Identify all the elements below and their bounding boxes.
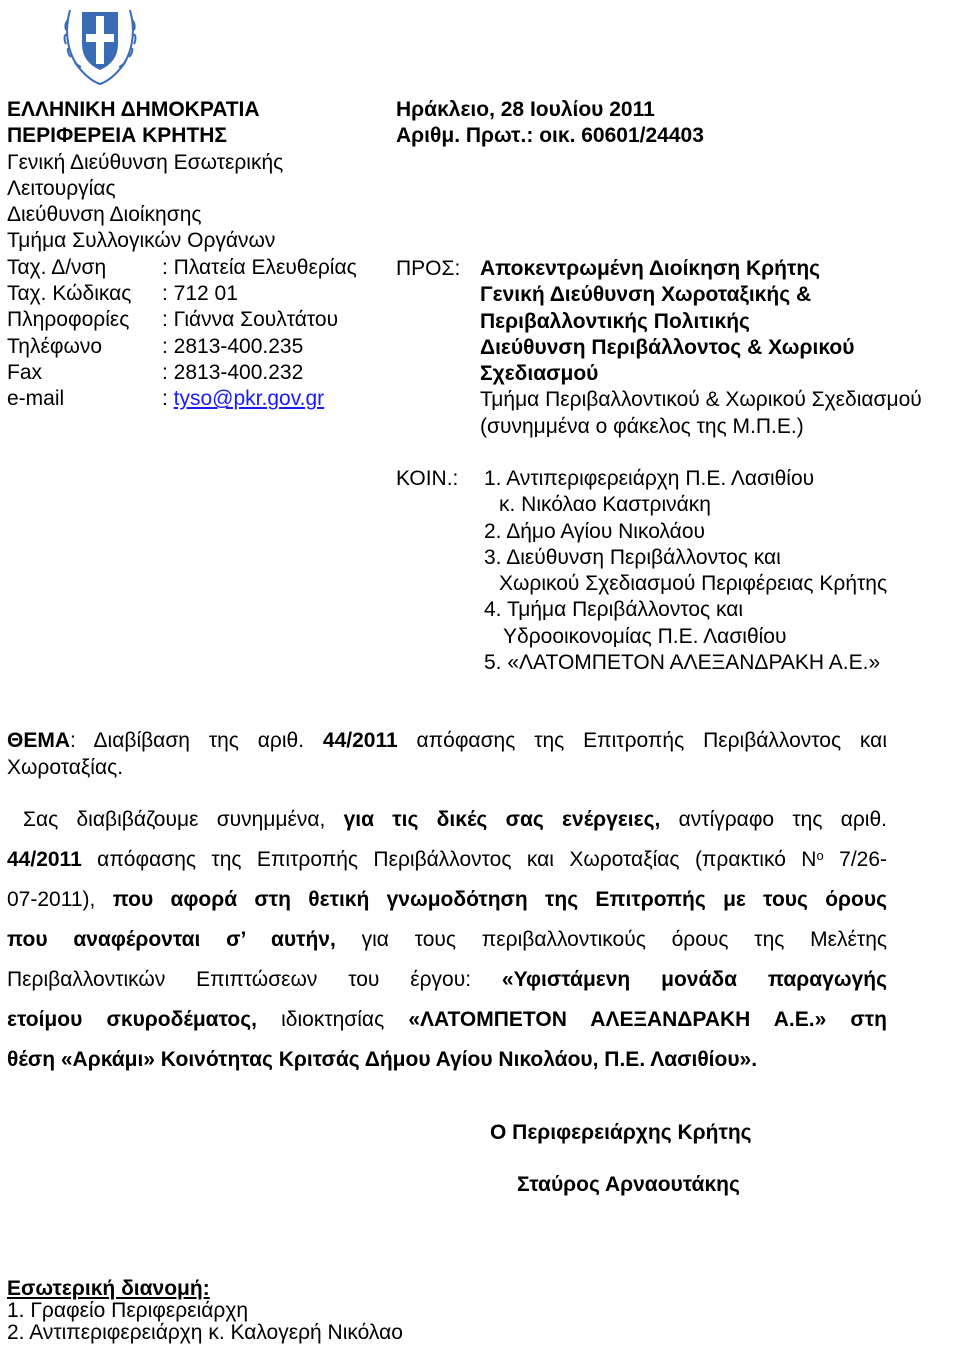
contact-label: Ταχ. Κώδικας — [7, 282, 132, 306]
body-text: αντίγραφο της αριθ. — [660, 808, 887, 831]
cc-line: 1. Αντιπεριφερειάρχη Π.Ε. Λασιθίου — [484, 467, 815, 490]
decision-number: 44/2011 — [322, 729, 398, 752]
date-protocol-block — [396, 97, 704, 150]
recipient-key: ΠΡΟΣ: — [396, 257, 461, 280]
email-label: e-mail — [7, 387, 65, 411]
cc-line: κ. Νικόλαο Καστρινάκη — [499, 493, 711, 517]
contact-row — [7, 281, 387, 307]
cc-block — [396, 466, 956, 676]
contact-value: : 2813-400.235 — [162, 334, 304, 358]
recipient-line: Διεύθυνση Περιβάλλοντος & Χωρικού — [480, 335, 855, 359]
body-text-bold: ετοίμου σκυροδέματος, — [7, 1008, 257, 1031]
body-text: για τους περιβαλλοντικούς όρους της Μελέτης — [335, 928, 887, 951]
contact-row — [7, 255, 387, 281]
sender-line: Διεύθυνση Διοίκησης — [7, 203, 202, 227]
signatory-name: Σταύρος Αρναουτάκης — [517, 1173, 740, 1196]
recipient-line: Τμήμα Περιβαλλοντικού & Χωρικού Σχεδιασμού — [480, 388, 922, 412]
cc-line: Υδροοικονομίας Π.Ε. Λασιθίου — [503, 624, 787, 648]
body-line: θέση «Αρκάμι» Κοινότητας Κριτσάς Δήμου Αγίου Νικολάου, Π.Ε. Λασιθίου». — [7, 1048, 758, 1071]
recipient-line: Σχεδιασμού — [480, 362, 599, 386]
cc-key: ΚΟΙΝ.: — [396, 467, 459, 490]
recipient-line: (συνημμένα ο φάκελος της Μ.Π.Ε.) — [480, 414, 804, 438]
contact-value: : 712 01 — [162, 282, 238, 306]
email-link[interactable]: tyso@pkr.gov.gr — [173, 387, 325, 411]
body-line — [7, 887, 887, 913]
sender-block — [7, 97, 387, 413]
body-text: Σας διαβιβάζουμε συνημμένα, — [23, 808, 344, 831]
body-text-bold: «Υφιστάμενη μονάδα παραγωγής — [501, 968, 887, 991]
subject-text: απόφασης της Επιτροπής Περιβάλλοντος και Χωροταξίας. — [7, 729, 887, 779]
body-text: Περιβαλλοντικών Επιπτώσεων του έργου: — [7, 968, 502, 991]
body-line — [7, 927, 887, 953]
sender-line: ΠΕΡΙΦΕΡΕΙΑ ΚΡΗΤΗΣ — [7, 124, 228, 148]
contact-label: Ταχ. Δ/νση — [7, 255, 107, 279]
body-text-bold: για τις δικές σας ενέργειες, — [343, 808, 661, 831]
cc-line: 5. «ΛΑΤΟΜΠΕΤΟΝ ΑΛΕΞΑΝΔΡΑΚΗ Α.Ε.» — [484, 651, 881, 675]
subject-text: : Διαβίβαση της αριθ. — [70, 729, 323, 752]
cc-line: 2. Δήμο Αγίου Νικολάου — [484, 519, 705, 543]
body-line — [7, 967, 887, 993]
subject-key: ΘΕΜΑ — [7, 729, 70, 752]
contact-label: Τηλέφωνο — [7, 334, 103, 358]
contact-row — [7, 334, 387, 360]
body-text-bold: «ΛΑΤΟΜΠΕΤΟΝ ΑΛΕΞΑΝΔΡΑΚΗ Α.Ε.» στη — [408, 1008, 887, 1031]
cc-line: Χωρικού Σχεδιασμού Περιφέρειας Κρήτης — [499, 572, 888, 596]
internal-distribution — [7, 1278, 403, 1344]
contact-value: : Πλατεία Ελευθερίας — [162, 255, 357, 279]
email-prefix: : — [162, 387, 174, 411]
recipient-line: Περιβαλλοντικής Πολιτικής — [480, 309, 750, 333]
body-text: 7/26- — [823, 848, 888, 871]
contact-value: : Γιάννα Σουλτάτου — [162, 308, 339, 332]
body-text: 07-2011), — [7, 888, 113, 911]
contact-value: : 2813-400.232 — [162, 360, 304, 384]
distribution-item: 2. Αντιπεριφερειάρχη κ. Καλογερή Νικόλαο — [7, 1321, 403, 1344]
recipient-block — [396, 256, 956, 440]
contact-row — [7, 307, 387, 333]
body-text-bold: που αναφέρονται σ’ αυτήν, — [7, 928, 336, 951]
decision-number: 44/2011 — [7, 848, 82, 871]
place-date: Ηράκλειο, 28 Ιουλίου 2011 — [396, 98, 655, 121]
contact-label: Fax — [7, 360, 43, 384]
body-line — [23, 807, 887, 833]
contact-label: Πληροφορίες — [7, 308, 130, 332]
superscript: ο — [816, 848, 824, 863]
sender-line: Λειτουργίας — [7, 176, 116, 200]
signatory-title: Ο Περιφερειάρχης Κρήτης — [490, 1121, 752, 1144]
body-line — [7, 847, 887, 873]
body-text-bold: που αφορά στη θετική γνωμοδότηση της Επιτροπής με τους όρους — [112, 888, 887, 911]
body-line — [7, 1007, 887, 1033]
contact-row — [7, 360, 387, 386]
body-text: απόφασης της Επιτροπής Περιβάλλοντος και Χωροταξίας (πρακτικό Ν — [81, 848, 817, 871]
distribution-heading: Εσωτερική διανομή: — [7, 1277, 210, 1300]
cc-line: 3. Διεύθυνση Περιβάλλοντος και — [484, 545, 781, 569]
sender-line: Γενική Διεύθυνση Εσωτερικής — [7, 150, 284, 174]
sender-line: Τμήμα Συλλογικών Οργάνων — [7, 229, 276, 253]
recipient-line: Αποκεντρωμένη Διοίκηση Κρήτης — [480, 257, 821, 280]
recipient-line: Γενική Διεύθυνση Χωροταξικής & — [480, 283, 812, 307]
distribution-item: 1. Γραφείο Περιφερειάρχη — [7, 1299, 249, 1322]
greek-coat-of-arms-icon — [58, 0, 142, 86]
subject — [7, 728, 887, 781]
sender-line: ΕΛΛΗΝΙΚΗ ΔΗΜΟΚΡΑΤΙΑ — [7, 98, 260, 121]
email-row — [7, 386, 387, 412]
body-text: ιδιοκτησίας — [256, 1008, 409, 1031]
protocol-number: Αριθμ. Πρωτ.: οικ. 60601/24403 — [396, 124, 704, 148]
cc-line: 4. Τμήμα Περιβάλλοντος και — [484, 598, 744, 622]
